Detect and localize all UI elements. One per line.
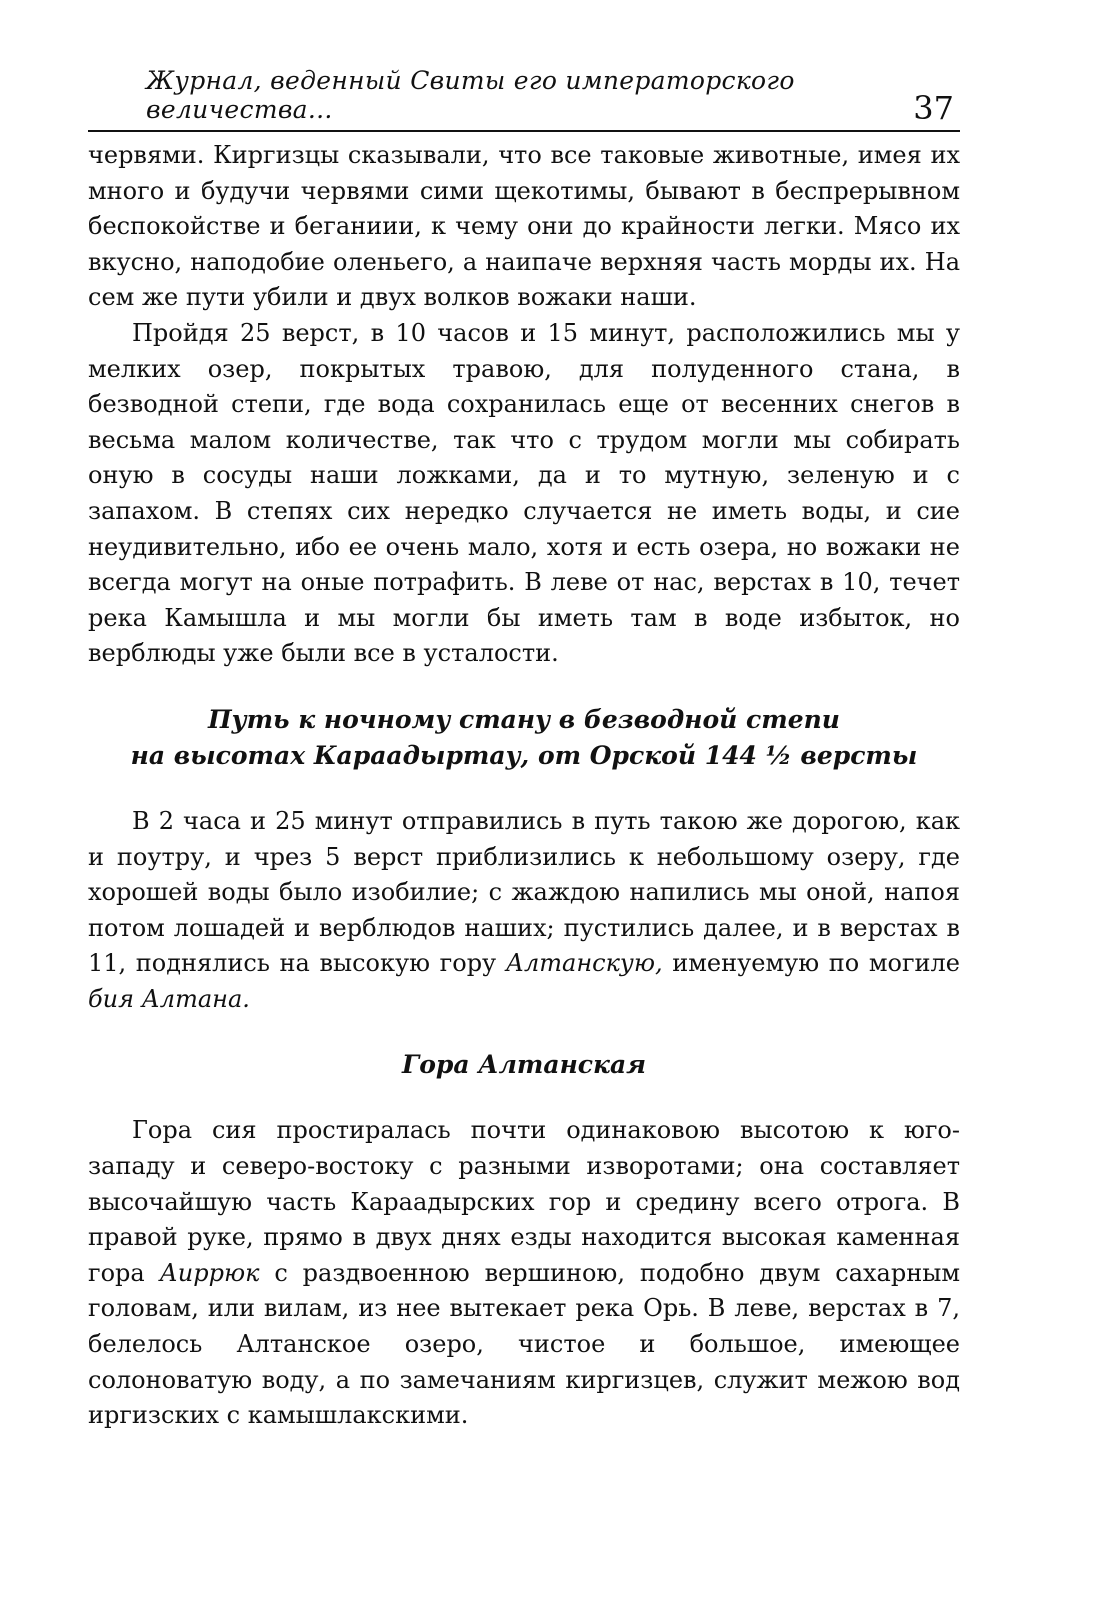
paragraph — [88, 804, 960, 1018]
paragraph-text: Гора сия простиралась почти одинаковою высотою к юго-западу и северо-востоку с разными изворотами; она составляет высочайшую часть Караадырских гор и средину всего отрога. В правой руке, прямо в двух днях езды находится высокая каменная гора — [88, 1116, 960, 1287]
paragraph-text: с раздвоенною вершиною, подобно двум сахарным головам, или вилам, из нее вытекает река Орь. В леве, верстах в 7, белелось Алтанское озеро, чистое и большое, имеющее солоноватую воду, а по замечаниям киргизцев, служит межою вод иргизских с камышлакскими. — [88, 1258, 960, 1430]
paragraph: червями. Киргизцы сказывали, что все таковые животные, имея их много и будучи червями сими щекотимы, бывают в беспрерывном беспокойстве и беганиии, к чему они до крайности легки. Мясо их вкусно, наподобие оленьего, а наипаче верхняя часть морды их. На сем же пути убили и двух волков вожаки наши. — [88, 141, 960, 312]
page-body — [88, 138, 960, 1434]
page-number: 37 — [913, 89, 954, 127]
paragraph-text: В 2 часа и 25 минут отправились в путь такою же дорогою, как и поутру, и чрез 5 верст приблизились к небольшому озеру, где хорошей воды было изобилие; с жаждою напились мы оной, напоя потом лошадей и верблюдов наших; пустились далее, и в верстах в 11, поднялись на высокую гору — [88, 806, 960, 978]
italic-place-name: Аиррюк — [159, 1258, 260, 1287]
paragraph — [88, 1113, 960, 1433]
italic-place-name: Алтанскую, — [505, 949, 663, 978]
running-header — [88, 66, 960, 132]
paragraph-text: именуемую по могиле — [662, 949, 960, 978]
section-heading-line: Путь к ночному стану в безводной степи — [208, 704, 840, 734]
paragraph: Пройдя 25 верст, в 10 часов и 15 минут, расположились мы у мелких озер, покрытых травою, для полуденного стана, в безводной степи, где вода сохранилась еще от весенних снегов в весьма малом количестве, так что с трудом могли мы собирать оную в сосуды наши ложками, да и то мутную, зеленую и с запахом. В степях сих нередко случается не иметь воды, и сие неудивительно, ибо ее очень мало, хотя и есть озера, но вожаки не всегда могут на оные потрафить. В леве от нас, верстах в 10, течет река Камышла и мы могли бы иметь там в воде избыток, но верблюды уже были все в усталости. — [88, 318, 960, 668]
section-heading-line: на высотах Караадыртау, от Орской 144 ½ версты — [130, 740, 918, 770]
section-heading-line: Гора Алтанская — [401, 1050, 647, 1080]
book-page — [88, 66, 960, 1434]
section-heading — [88, 702, 960, 774]
running-title: Журнал, веденный Свиты его императорского величества... — [146, 66, 795, 124]
italic-place-name: бия Алтана. — [88, 984, 250, 1013]
section-heading — [88, 1047, 960, 1083]
